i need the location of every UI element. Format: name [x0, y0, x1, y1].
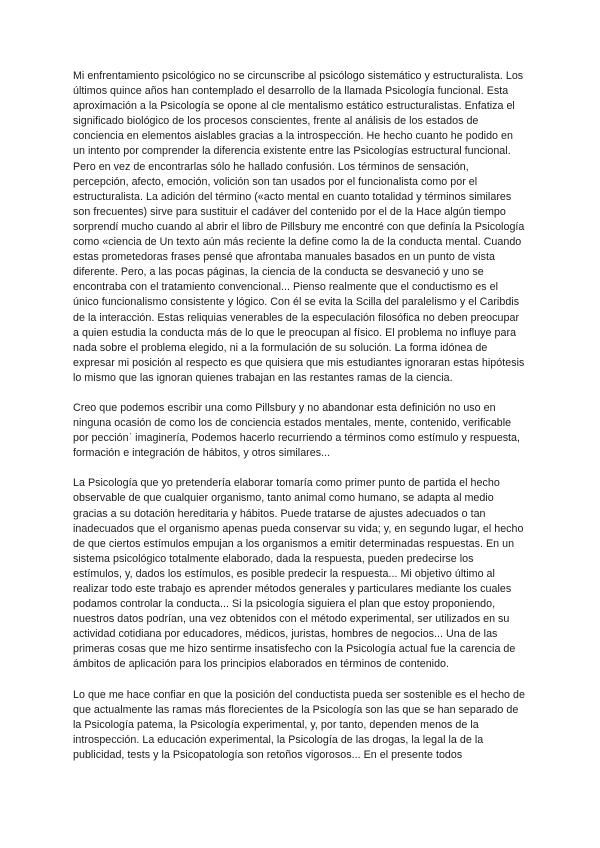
document-page — [73, 69, 525, 778]
paragraph-2: Creo que podemos escribir una como Pillsbury y no abandonar esta definición no uso en ninguna ocasión de como los de conciencia estados mentales, mente, contenido, verificable por pecciónˈ imaginería, Podemos hacerlo recurriendo a términos como estímulo y respuesta, formación e integración de hábitos, y otros similares... — [73, 401, 521, 460]
paragraph-3: La Psicología que yo pretendería elaborar tomaría como primer punto de partida el hecho observable de que cualquier organismo, tanto animal como humano, se adapta al medio gracias a su dotación hereditaria y hábitos. Puede tratarse de ajustes adecuados o tan inadecuados que el organismo apenas pueda conservar su vida; y, en segundo lugar, el hecho de que ciertos estímulos empujan a los organismos a emitir determinadas respuestas. En un sistema psicológico totalmente elaborado, dada la respuesta, pueden predecirse los estímulos, y, dados los estímulos, es posible predecir la respuesta... Mi objetivo último al realizar todo este trabajo es aprender métodos generales y particulares mediante los cuales podamos controlar la conducta... Si la psicología siguiera el plan que estoy proponiendo, nuestros datos podrían, una vez obtenidos con el método experimental, ser utilizados en su actividad cotidiana por educadores, médicos, juristas, hombres de negocios... Una de las primeras cosas que me hizo sentirme insatisfecho con la Psicología actual fue la carencia de ámbitos de aplicación para los principios elaborados en términos de contenido. — [73, 477, 524, 671]
paragraph-4: Lo que me hace confiar en que la posición del conductista pueda ser sostenible es el hecho de que actualmente las ramas más florecientes de la Psicología son las que se han separado de la Psicología patema, la Psicología experimental, y, por tanto, dependen menos de la introspección. La educación experimental, la Psicología de las drogas, la legal la de la publicidad, tests y la Psicopatología son retoños vigorosos... En el presente todos — [73, 688, 525, 761]
paragraph-1: Mi enfrentamiento psicológico no se circunscribe al psicólogo sistemático y estructuralista. Los últimos quince años han contemplado el desarrollo de la llamada Psicología funcional. Esta aproximación a la Psicología se opone al cle mentalismo estático estructuralistas. Enfatiza el significado biológico de los procesos conscientes, frente al análisis de los estados de conciencia en elementos aislables gracias a la introspección. He hecho cuanto he podido en un intento por comprender la diferencia existente entre las Psicologías estructural funcional. Pero en vez de encontrarlas sólo he hallado confusión. Los términos de sensación, percepción, afecto, emoción, volición son tan usados por el funcionalista como por el estructuralista. La adición del término («acto mental en cuanto totalidad y términos similares son frecuentes) sirve para sustituir el cadáver del contenido por el de la Hace algún tiempo sorprendí mucho cuando al abrir el libro de Pillsbury me encontré con que definía la Psicología como «ciencia de Un texto aún más reciente la define como la de la conducta mental. Cuando estas prometedoras frases pensé que afrontaba manuales basados en un punto de vista diferente. Pero, a las pocas páginas, la ciencia de la conducta se desvaneció y uno se encontraba con el tratamiento convencional... Pienso realmente que el conductismo es el único funcionalismo consistente y lógico. Con él se evita la Scilla del paralelismo y el Caribdis de la interacción. Estas reliquias venerables de la especulación filosófica no deben preocupar a quien estudia la conducta más de lo que le preocupan al físico. El problema no influye para nada sobre el problema elegido, ni a la formulación de su solución. La forma idónea de expresar mi posición al respecto es que quisiera que mis estudiantes ignoraran estas hipótesis lo mismo que las ignoran quienes trabajan en las restantes ramas de la ciencia. — [73, 70, 525, 384]
